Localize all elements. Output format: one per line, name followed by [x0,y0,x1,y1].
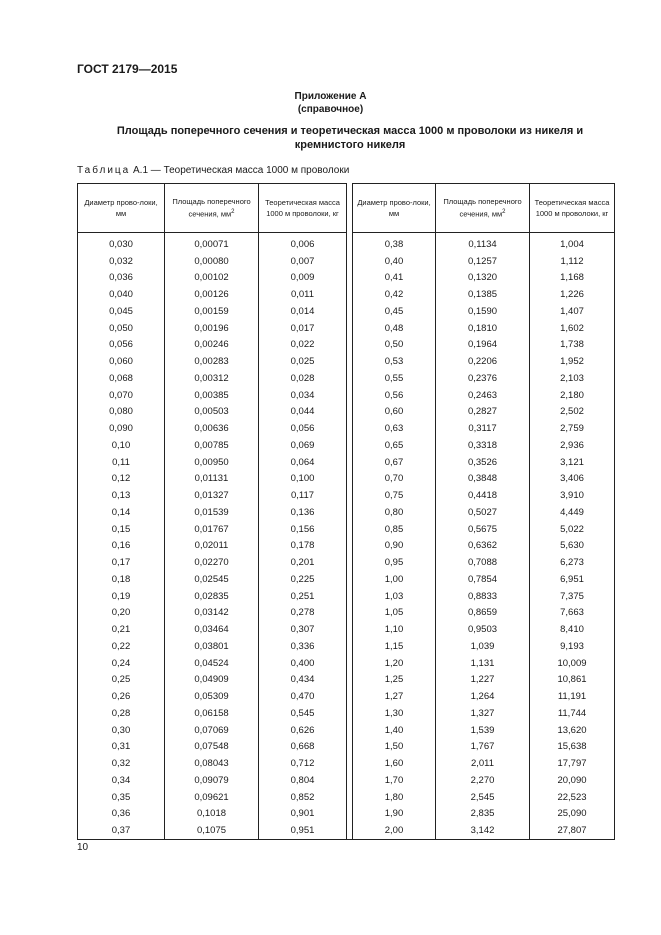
cell-mass-left: 0,278 [259,605,347,622]
table-row [78,454,615,471]
cell-area-left: 0,07069 [165,722,259,739]
cell-diameter-left: 0,20 [78,605,165,622]
cell-area-left: 0,01327 [165,487,259,504]
cell-mass-left: 0,136 [259,504,347,521]
cell-mass-right: 1,952 [530,353,615,370]
cell-area-right: 0,8659 [436,605,530,622]
cell-diameter-right: 1,05 [353,605,436,622]
table-row [78,655,615,672]
cell-diameter-right: 0,75 [353,487,436,504]
cell-mass-left: 0,007 [259,253,347,270]
cell-mass-right: 2,103 [530,370,615,387]
cell-area-left: 0,00785 [165,437,259,454]
cell-diameter-left: 0,30 [78,722,165,739]
cell-area-left: 0,03801 [165,638,259,655]
table-row [78,772,615,789]
cell-area-left: 0,00950 [165,454,259,471]
cell-mass-right: 15,638 [530,739,615,756]
cell-area-right: 1,264 [436,688,530,705]
cell-mass-left: 0,336 [259,638,347,655]
cell-diameter-left: 0,15 [78,521,165,538]
cell-area-right: 1,767 [436,739,530,756]
cell-area-left: 0,00071 [165,233,259,253]
cell-mass-right: 3,910 [530,487,615,504]
cell-mass-left: 0,852 [259,789,347,806]
cell-area-left: 0,06158 [165,705,259,722]
appendix-title: Приложение А [294,91,367,102]
table-row [78,806,615,823]
cell-mass-left: 0,400 [259,655,347,672]
table-row [78,253,615,270]
cell-area-right: 0,2463 [436,387,530,404]
cell-diameter-right: 0,56 [353,387,436,404]
appendix-heading: Площадь поперечного сечения и теоретическая масса 1000 м проволоки из никеля и кремнистого никеля [116,125,584,151]
cell-mass-left: 0,009 [259,270,347,287]
cell-diameter-right: 1,27 [353,688,436,705]
cell-area-right: 0,4418 [436,487,530,504]
cell-mass-left: 0,017 [259,320,347,337]
cell-area-left: 0,08043 [165,755,259,772]
cell-area-left: 0,00503 [165,404,259,421]
table-header-row [78,184,615,233]
cell-area-right: 1,227 [436,672,530,689]
cell-area-right: 0,7088 [436,554,530,571]
cell-diameter-right: 1,40 [353,722,436,739]
table-row [78,822,615,839]
table-caption-text: А.1 — Теоретическая масса 1000 м проволоки [133,165,350,176]
cell-mass-left: 0,064 [259,454,347,471]
cell-area-right: 0,6362 [436,538,530,555]
cell-area-left: 0,09079 [165,772,259,789]
cell-mass-right: 9,193 [530,638,615,655]
page-number: 10 [77,842,89,853]
cell-area-right: 0,2827 [436,404,530,421]
cell-mass-left: 0,028 [259,370,347,387]
cell-mass-left: 0,011 [259,286,347,303]
cell-area-left: 0,02270 [165,554,259,571]
cell-area-right: 0,9503 [436,621,530,638]
cell-diameter-right: 0,40 [353,253,436,270]
wire-mass-table [77,183,615,840]
table-row [78,554,615,571]
cell-area-left: 0,00636 [165,420,259,437]
header-area-sup: 2 [502,209,506,216]
cell-area-left: 0,00246 [165,337,259,354]
cell-area-right: 2,835 [436,806,530,823]
cell-diameter-left: 0,16 [78,538,165,555]
cell-diameter-right: 2,00 [353,822,436,839]
table-row [78,588,615,605]
cell-mass-left: 0,014 [259,303,347,320]
cell-diameter-left: 0,37 [78,822,165,839]
table-caption-prefix: Таблица [77,165,131,176]
cell-diameter-left: 0,10 [78,437,165,454]
cell-mass-left: 0,668 [259,739,347,756]
cell-diameter-right: 0,65 [353,437,436,454]
cell-diameter-left: 0,34 [78,772,165,789]
cell-diameter-left: 0,28 [78,705,165,722]
cell-mass-left: 0,069 [259,437,347,454]
cell-mass-left: 0,117 [259,487,347,504]
cell-area-right: 1,327 [436,705,530,722]
cell-mass-left: 0,951 [259,822,347,839]
cell-area-right: 0,3318 [436,437,530,454]
cell-mass-right: 4,449 [530,504,615,521]
cell-diameter-left: 0,068 [78,370,165,387]
table-row [78,722,615,739]
cell-diameter-right: 1,70 [353,772,436,789]
cell-diameter-left: 0,045 [78,303,165,320]
cell-area-right: 0,8833 [436,588,530,605]
cell-area-left: 0,00126 [165,286,259,303]
cell-area-right: 2,011 [436,755,530,772]
cell-area-left: 0,02011 [165,538,259,555]
cell-area-right: 0,1257 [436,253,530,270]
cell-diameter-left: 0,030 [78,233,165,253]
cell-diameter-left: 0,31 [78,739,165,756]
cell-area-left: 0,02545 [165,571,259,588]
cell-area-right: 0,1134 [436,233,530,253]
header-area-text: Площадь поперечного сечения, мм [172,197,251,219]
cell-diameter-left: 0,056 [78,337,165,354]
cell-mass-right: 1,738 [530,337,615,354]
cell-diameter-right: 0,55 [353,370,436,387]
cell-diameter-right: 1,80 [353,789,436,806]
table-row [78,672,615,689]
cell-mass-right: 10,861 [530,672,615,689]
cell-area-right: 0,1590 [436,303,530,320]
cell-diameter-left: 0,090 [78,420,165,437]
cell-mass-right: 1,112 [530,253,615,270]
header-diameter-right: Диаметр прово-локи, мм [353,184,436,233]
cell-mass-left: 0,901 [259,806,347,823]
cell-diameter-right: 0,42 [353,286,436,303]
cell-mass-right: 3,406 [530,471,615,488]
cell-mass-left: 0,056 [259,420,347,437]
table-row [78,755,615,772]
header-diameter-left: Диаметр прово-локи, мм [78,184,165,233]
table-row [78,688,615,705]
cell-mass-right: 5,022 [530,521,615,538]
cell-mass-right: 27,807 [530,822,615,839]
table-row [78,621,615,638]
table-caption [77,165,349,176]
table-row [78,789,615,806]
table-row [78,538,615,555]
cell-area-left: 0,00312 [165,370,259,387]
cell-diameter-left: 0,080 [78,404,165,421]
cell-diameter-left: 0,17 [78,554,165,571]
cell-mass-right: 6,273 [530,554,615,571]
cell-mass-right: 11,191 [530,688,615,705]
cell-area-left: 0,00283 [165,353,259,370]
cell-area-left: 0,03464 [165,621,259,638]
cell-diameter-left: 0,12 [78,471,165,488]
table-row [78,705,615,722]
cell-area-right: 0,1810 [436,320,530,337]
cell-diameter-left: 0,26 [78,688,165,705]
cell-area-left: 0,04909 [165,672,259,689]
cell-mass-right: 2,180 [530,387,615,404]
cell-mass-right: 22,523 [530,789,615,806]
cell-mass-left: 0,251 [259,588,347,605]
cell-area-left: 0,07548 [165,739,259,756]
cell-mass-left: 0,307 [259,621,347,638]
cell-mass-right: 11,744 [530,705,615,722]
cell-diameter-left: 0,036 [78,270,165,287]
cell-mass-left: 0,626 [259,722,347,739]
cell-area-left: 0,09621 [165,789,259,806]
cell-diameter-left: 0,36 [78,806,165,823]
cell-diameter-right: 0,85 [353,521,436,538]
table-row [78,521,615,538]
cell-diameter-right: 1,00 [353,571,436,588]
cell-mass-left: 0,225 [259,571,347,588]
cell-mass-left: 0,044 [259,404,347,421]
cell-diameter-left: 0,14 [78,504,165,521]
cell-diameter-right: 0,41 [353,270,436,287]
cell-area-right: 0,1964 [436,337,530,354]
header-mass-right: Теоретическая масса 1000 м проволоки, кг [530,184,615,233]
cell-diameter-right: 0,53 [353,353,436,370]
cell-diameter-right: 1,30 [353,705,436,722]
cell-mass-left: 0,022 [259,337,347,354]
cell-diameter-right: 1,25 [353,672,436,689]
cell-diameter-left: 0,032 [78,253,165,270]
cell-mass-right: 7,663 [530,605,615,622]
cell-mass-right: 17,797 [530,755,615,772]
cell-mass-right: 10,009 [530,655,615,672]
cell-diameter-left: 0,21 [78,621,165,638]
table-row [78,487,615,504]
table-row [78,638,615,655]
table-row [78,233,615,253]
cell-mass-right: 1,602 [530,320,615,337]
cell-diameter-right: 0,60 [353,404,436,421]
cell-mass-right: 1,407 [530,303,615,320]
cell-area-right: 1,131 [436,655,530,672]
cell-area-right: 0,3117 [436,420,530,437]
cell-area-left: 0,05309 [165,688,259,705]
cell-diameter-right: 0,38 [353,233,436,253]
cell-diameter-right: 1,20 [353,655,436,672]
document-code: ГОСТ 2179—2015 [77,62,178,76]
cell-mass-left: 0,178 [259,538,347,555]
cell-diameter-right: 0,80 [353,504,436,521]
cell-mass-right: 2,936 [530,437,615,454]
cell-area-right: 0,2376 [436,370,530,387]
cell-diameter-left: 0,19 [78,588,165,605]
cell-diameter-right: 0,50 [353,337,436,354]
cell-mass-left: 0,804 [259,772,347,789]
table-row [78,739,615,756]
cell-area-right: 0,7854 [436,571,530,588]
cell-area-right: 1,039 [436,638,530,655]
cell-diameter-left: 0,050 [78,320,165,337]
cell-mass-right: 7,375 [530,588,615,605]
cell-area-left: 0,01131 [165,471,259,488]
cell-area-right: 1,539 [436,722,530,739]
table-body [78,233,615,840]
cell-diameter-left: 0,22 [78,638,165,655]
cell-diameter-left: 0,11 [78,454,165,471]
cell-diameter-left: 0,35 [78,789,165,806]
cell-area-left: 0,03142 [165,605,259,622]
cell-diameter-right: 0,48 [353,320,436,337]
cell-diameter-right: 1,60 [353,755,436,772]
cell-mass-right: 1,004 [530,233,615,253]
table-row [78,286,615,303]
cell-area-left: 0,1018 [165,806,259,823]
cell-diameter-right: 0,70 [353,471,436,488]
cell-mass-right: 2,502 [530,404,615,421]
table-row [78,571,615,588]
table-row [78,420,615,437]
cell-mass-left: 0,025 [259,353,347,370]
cell-area-left: 0,00385 [165,387,259,404]
cell-mass-left: 0,006 [259,233,347,253]
cell-diameter-right: 1,50 [353,739,436,756]
cell-mass-left: 0,545 [259,705,347,722]
appendix-note: (справочное) [297,104,364,115]
cell-mass-left: 0,034 [259,387,347,404]
cell-diameter-left: 0,24 [78,655,165,672]
cell-area-left: 0,01767 [165,521,259,538]
cell-area-right: 0,2206 [436,353,530,370]
cell-mass-left: 0,470 [259,688,347,705]
cell-mass-right: 1,168 [530,270,615,287]
cell-area-right: 3,142 [436,822,530,839]
cell-diameter-left: 0,25 [78,672,165,689]
cell-mass-left: 0,434 [259,672,347,689]
cell-mass-right: 2,759 [530,420,615,437]
cell-diameter-right: 0,67 [353,454,436,471]
table-row [78,605,615,622]
cell-mass-right: 25,090 [530,806,615,823]
table-row [78,370,615,387]
table-row [78,387,615,404]
cell-area-right: 0,5675 [436,521,530,538]
table-row [78,320,615,337]
cell-mass-right: 8,410 [530,621,615,638]
cell-diameter-left: 0,13 [78,487,165,504]
cell-diameter-right: 0,45 [353,303,436,320]
cell-area-left: 0,00159 [165,303,259,320]
cell-diameter-right: 1,03 [353,588,436,605]
cell-area-left: 0,04524 [165,655,259,672]
cell-area-left: 0,01539 [165,504,259,521]
header-mass-left: Теоретическая масса 1000 м проволоки, кг [259,184,347,233]
table-row [78,437,615,454]
cell-diameter-right: 0,95 [353,554,436,571]
cell-diameter-left: 0,32 [78,755,165,772]
table-row [78,404,615,421]
header-area-sup: 2 [231,209,235,216]
cell-diameter-right: 0,90 [353,538,436,555]
cell-area-left: 0,02835 [165,588,259,605]
cell-diameter-left: 0,060 [78,353,165,370]
cell-area-left: 0,00080 [165,253,259,270]
cell-area-left: 0,00102 [165,270,259,287]
cell-mass-left: 0,201 [259,554,347,571]
cell-area-right: 0,1385 [436,286,530,303]
cell-mass-left: 0,100 [259,471,347,488]
header-area-right [436,184,530,233]
cell-area-right: 0,3848 [436,471,530,488]
cell-diameter-left: 0,040 [78,286,165,303]
cell-mass-right: 5,630 [530,538,615,555]
cell-mass-right: 6,951 [530,571,615,588]
table-row [78,303,615,320]
cell-mass-right: 20,090 [530,772,615,789]
cell-diameter-left: 0,070 [78,387,165,404]
cell-diameter-right: 1,15 [353,638,436,655]
cell-area-left: 0,1075 [165,822,259,839]
header-area-left [165,184,259,233]
cell-mass-right: 13,620 [530,722,615,739]
cell-area-right: 2,270 [436,772,530,789]
table-row [78,270,615,287]
cell-area-right: 2,545 [436,789,530,806]
cell-diameter-right: 1,10 [353,621,436,638]
cell-area-right: 0,5027 [436,504,530,521]
header-area-text: Площадь поперечного сечения, мм [443,197,522,219]
cell-area-right: 0,3526 [436,454,530,471]
table-row [78,337,615,354]
cell-diameter-right: 1,90 [353,806,436,823]
table-row [78,504,615,521]
cell-area-left: 0,00196 [165,320,259,337]
cell-area-right: 0,1320 [436,270,530,287]
table-row [78,353,615,370]
cell-mass-left: 0,712 [259,755,347,772]
cell-diameter-right: 0,63 [353,420,436,437]
cell-mass-left: 0,156 [259,521,347,538]
table-row [78,471,615,488]
cell-diameter-left: 0,18 [78,571,165,588]
cell-mass-right: 3,121 [530,454,615,471]
cell-mass-right: 1,226 [530,286,615,303]
